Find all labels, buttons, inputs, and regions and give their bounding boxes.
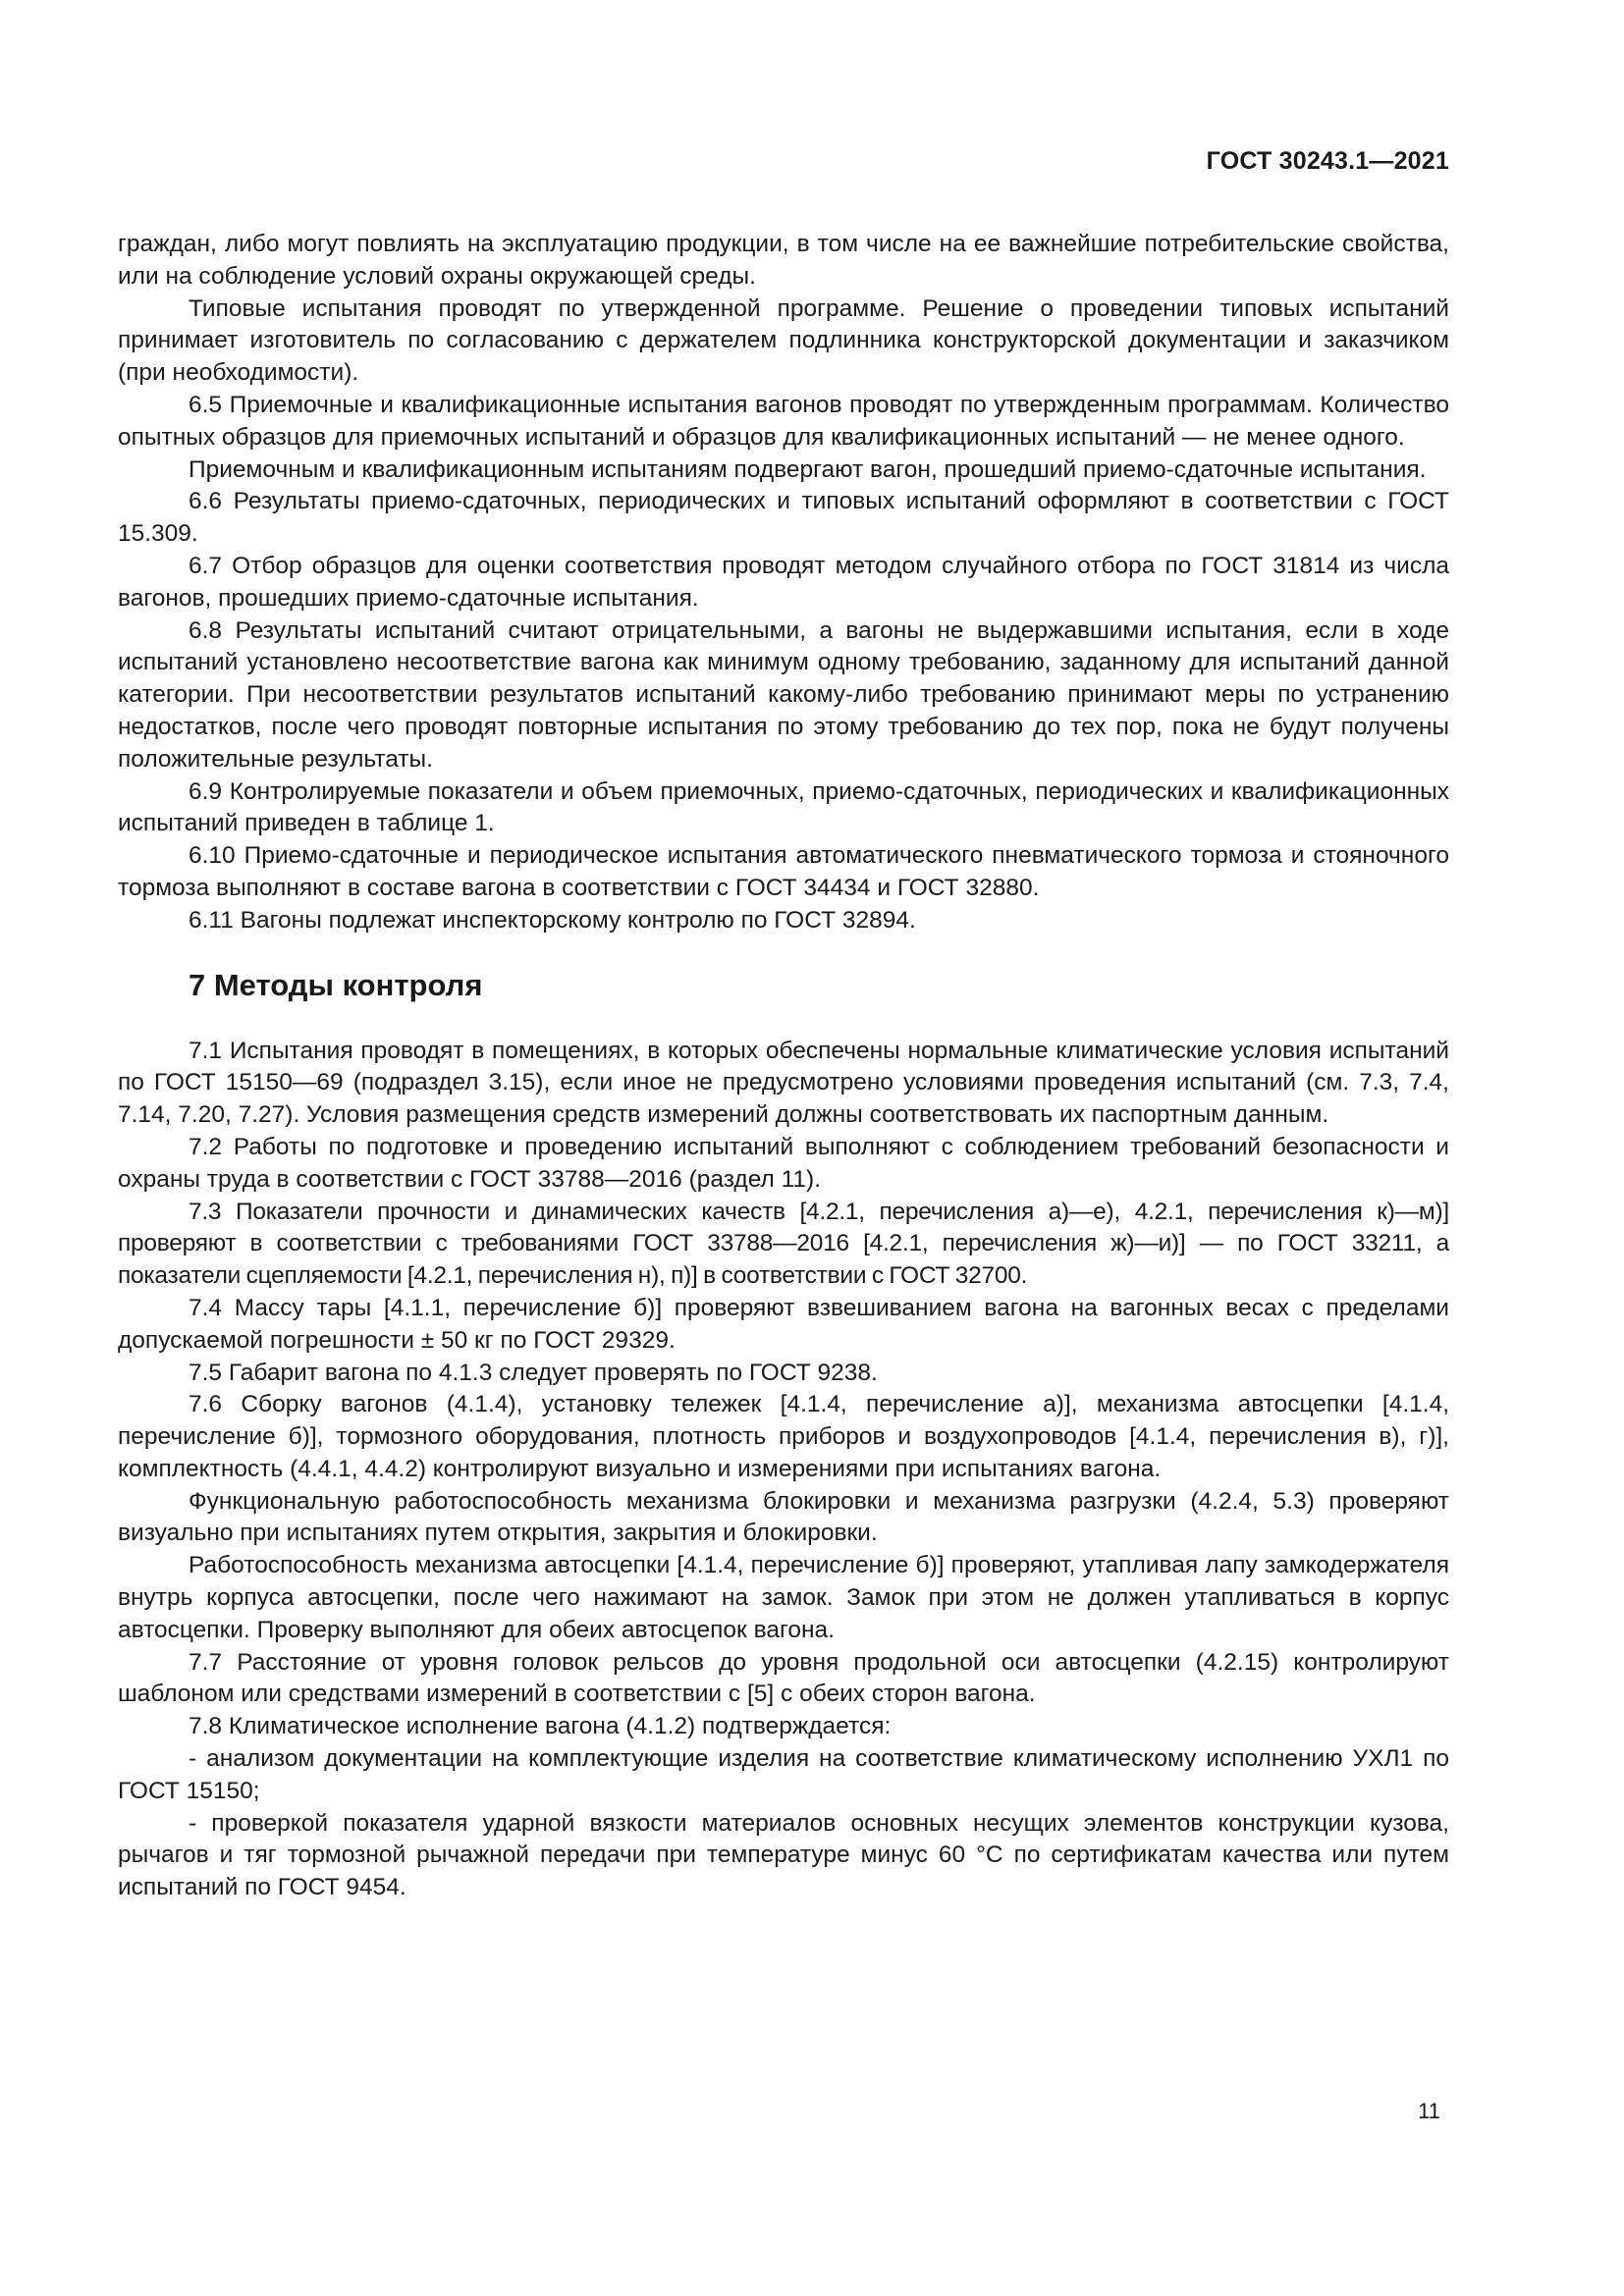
paragraph-7-8: 7.8 Климатическое исполнение вагона (4.1.2) подтверждается: — [189, 1713, 892, 1740]
paragraph-7-3: 7.3 Показатели прочности и динамических качеств [4.2.1, перечисления а)—е), 4.2.1, перечисления к)—м)] проверяют в соответствии с требованиями ГОСТ 33788—2016 [4.2.1, перечисления ж)—и)] — по ГОСТ 33211, а показатели сцепляемости [4.2.1, перечисления н), п)] в соответствии с ГОСТ 32700. — [118, 1198, 1449, 1290]
paragraph-6-11: 6.11 Вагоны подлежат инспекторскому контролю по ГОСТ 32894. — [189, 906, 916, 934]
paragraph-7-1: 7.1 Испытания проводят в помещениях, в которых обеспечены нормальные климатические условия испытаний по ГОСТ 15150—69 (подраздел 3.15), если иное не предусмотрено условиями проведения испытаний (см. 7.3, 7.4, 7.14, 7.20, 7.27). Условия размещения средств измерений должны соответствовать их паспортным данным. — [118, 1037, 1449, 1129]
paragraph-6-6: 6.6 Результаты приемо-сдаточных, периодических и типовых испытаний оформляют в соответствии с ГОСТ 15.309. — [118, 488, 1449, 548]
paragraph-7-6: 7.6 Сборку вагонов (4.1.4), установку тележек [4.1.4, перечисление а)], механизма автосцепки [4.1.4, перечисление б)], тормозного оборудования, плотность приборов и воздухопроводов [4.1.4, перечисления в), г)], комплектность (4.4.1, 4.4.2) контролируют визуально и измерениями при испытаниях вагона. — [118, 1391, 1449, 1482]
paragraph-6-7: 6.7 Отбор образцов для оценки соответствия проводят методом случайного отбора по ГОСТ 31814 из числа вагонов, прошедших приемо-сдаточные испытания. — [118, 552, 1449, 612]
list-item-impact-strength: - проверкой показателя ударной вязкости материалов основных несущих элементов конструкции кузова, рычагов и тяг тормозной рычажной передачи при температуре минус 60 °С по сертификатам качества или путем испытаний по ГОСТ 9454. — [118, 1809, 1449, 1901]
section-heading: 7 Методы контроля — [189, 967, 483, 1002]
paragraph-6-9: 6.9 Контролируемые показатели и объем приемочных, приемо-сдаточных, периодических и квалификационных испытаний приведен в таблице 1. — [118, 777, 1449, 837]
paragraph-unloading-mechanism: Функциональную работоспособность механизма блокировки и механизма разгрузки (4.2.4, 5.3) проверяют визуально при испытаниях путем открытия, закрытия и блокировки. — [118, 1487, 1449, 1547]
list-item-documentation: - анализом документации на комплектующие изделия на соответствие климатическому исполнению УХЛ1 по ГОСТ 15150; — [118, 1745, 1449, 1804]
paragraph-7-4: 7.4 Массу тары [4.1.1, перечисление б)] проверяют взвешиванием вагона на вагонных весах с пределами допускаемой погрешности ± 50 кг по ГОСТ 29329. — [118, 1294, 1449, 1354]
paragraph-6-5: 6.5 Приемочные и квалификационные испытания вагонов проводят по утвержденным программам. Количество опытных образцов для приемочных испытаний и образцов для квалификационных испытаний — не менее одного. — [118, 391, 1449, 451]
paragraph-7-2: 7.2 Работы по подготовке и проведению испытаний выполняют с соблюдением требований безопасности и охраны труда в соответствии с ГОСТ 33788—2016 (раздел 11). — [118, 1133, 1449, 1193]
standard-code-header: ГОСТ 30243.1—2021 — [1206, 147, 1449, 175]
paragraph-7-7: 7.7 Расстояние от уровня головок рельсов до уровня продольной оси автосцепки (4.2.15) контролируют шаблоном или средствами измерений в соответствии с [5] с обеих сторон вагона. — [118, 1648, 1449, 1708]
paragraph-6-10: 6.10 Приемо-сдаточные и периодическое испытания автоматического пневматического тормоза и стояночного тормоза выполняют в составе вагона в соответствии с ГОСТ 34434 и ГОСТ 32880. — [118, 842, 1449, 901]
paragraph-7-5: 7.5 Габарит вагона по 4.1.3 следует проверять по ГОСТ 9238. — [189, 1359, 878, 1386]
paragraph-type-tests: Типовые испытания проводят по утвержденной программе. Решение о проведении типовых испытаний принимает изготовитель по согласованию с держателем подлинника конструкторской документации и заказчиком (при необходимости). — [118, 294, 1449, 387]
page-number: 11 — [1418, 2099, 1440, 2123]
paragraph-acceptance-tests: Приемочным и квалификационным испытаниям подвергают вагон, прошедший приемо-сдаточные испытания. — [189, 455, 1427, 483]
paragraph-continuation: граждан, либо могут повлиять на эксплуатацию продукции, в том числе на ее важнейшие потребительские свойства, или на соблюдение условий охраны окружающей среды. — [118, 231, 1449, 290]
body-text — [118, 229, 1449, 1904]
paragraph-6-8: 6.8 Результаты испытаний считают отрицательными, а вагоны не выдержавшими испытания, если в ходе испытаний установлено несоответствие вагона как минимум одному требованию, заданному для испытаний данной категории. При несоответствии результатов испытаний какому-либо требованию принимают меры по устранению недостатков, после чего проводят повторные испытания по этому требованию до тех пор, пока не будут получены положительные результаты. — [118, 616, 1449, 773]
paragraph-coupler-mechanism: Работоспособность механизма автосцепки [4.1.4, перечисление б)] проверяют, утапливая лапу замкодержателя внутрь корпуса автосцепки, после чего нажимают на замок. Замок при этом не должен утапливаться в корпус автосцепки. Проверку выполняют для обеих автосцепок вагона. — [118, 1552, 1449, 1643]
